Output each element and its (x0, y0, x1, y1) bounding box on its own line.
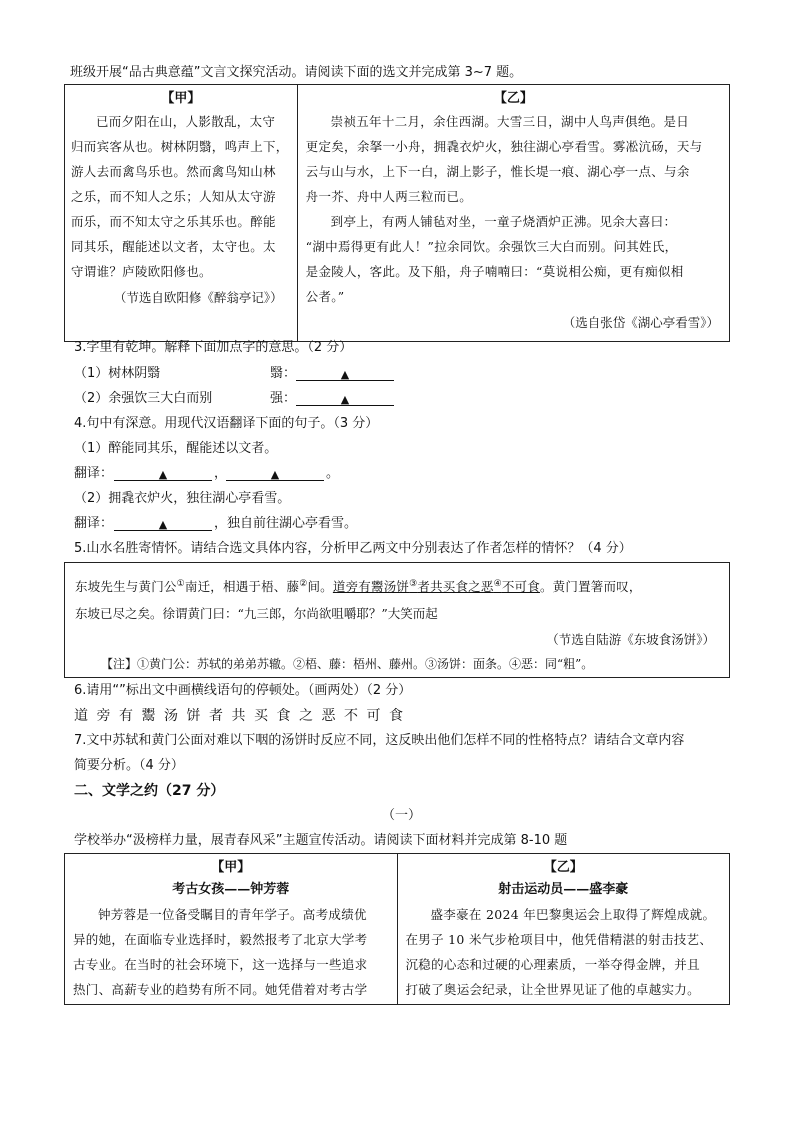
q3-item-1-char: 翳： (270, 366, 297, 381)
q6-char[interactable]: 不 (344, 708, 358, 724)
q6-char[interactable]: 有 (119, 708, 133, 724)
passage-yi-line: 更定矣，余拏一小舟，拥毳衣炉火，独往湖心亭看雪。雾凇沆砀，天与 (305, 139, 703, 154)
q4-answer-blank-1b[interactable] (226, 466, 324, 481)
q6-char[interactable]: 食 (276, 708, 291, 724)
passage-yi-line: 云与山与水，上下一白，湖上影子，惟长堤一痕、湖心亭一点、与余 (305, 164, 690, 179)
material-table (64, 853, 730, 1005)
q6-char[interactable]: 买 (254, 708, 268, 724)
q6-char[interactable]: 恶 (321, 708, 336, 724)
material-yi-title: 射击运动员——盛李豪 (498, 882, 629, 897)
passage-jia-line: 而乐，而不知太守之乐其乐也。醉能 (71, 214, 276, 229)
passage-yi-line: “湖中焉得更有此人！”拉余同饮。余强饮三大白而别。问其姓氏， (305, 239, 678, 254)
passage-jia-line: 同其乐，醒能述以文者，太守也。太 (71, 239, 276, 254)
passage-yi-line: 崇祯五年十二月，余住西湖。大雪三日，湖中人鸟声俱绝。是日 (330, 114, 690, 129)
footnote-mark: ① (176, 579, 185, 589)
passage-jia-line: 归而宾客从也。树林阴翳，鸣声上下， (71, 139, 289, 154)
passage-yi (297, 85, 729, 342)
q4-translate-label-2: 翻译： (74, 516, 114, 531)
material-yi-line: 盛李豪在 2024 年巴黎奥运会上取得了辉煌成就。 (430, 907, 716, 922)
q3-stem: 3.字里有乾坤。解释下面加点字的意思。（2 分） (74, 340, 353, 355)
q7-stem-line-2: 简要分析。（4 分） (74, 758, 184, 773)
passage-jia-line: 已而夕阳在山，人影散乱，太守 (96, 114, 276, 129)
q6-char[interactable]: 饼 (186, 708, 201, 724)
q3-answer-blank-2[interactable] (296, 391, 394, 406)
passage-yi-source: （选自张岱《湖心亭看雪》） (562, 315, 719, 330)
q6-char[interactable]: 旁 (96, 708, 111, 724)
bing-text: 间。 (307, 579, 333, 595)
passage-jia-head: 【甲】 (161, 91, 201, 106)
passage-yi-head: 【乙】 (493, 91, 533, 106)
q4-translate-label-1: 翻译： (74, 466, 114, 481)
footnote-mark: ③ (409, 579, 418, 589)
q7-stem-line-1: 7.文中苏轼和黄门公面对难以下咽的汤饼时反应不同，这反映出他们怎样不同的性格特点？请结合文章内容 (74, 733, 685, 748)
passage-bing-line-2: 东坡已尽之矣。徐谓黄门曰：“九三郎，尔尚欲咀嚼耶？”大笑而起 (75, 606, 438, 621)
material-jia-head: 【甲】 (211, 860, 251, 875)
material-yi-line: 打破了奥运会纪录，让全世界见证了他的卓越实力。 (405, 982, 700, 997)
material-yi-line: 在男子 10 米气步枪项目中，他凭借精湛的射击技艺、 (405, 932, 713, 947)
section-title: 二、文学之约（27 分） (74, 783, 225, 799)
passage-table (64, 84, 730, 342)
material-jia-line: 热门、高薪专业的趋势有所不同。她凭借着对考古学 (73, 982, 368, 997)
passage-jia-line: 之乐，而不知人之乐；人知从太守游 (71, 189, 276, 204)
q6-char[interactable]: 汤 (164, 708, 178, 724)
passage-yi-line: 是金陵人，客此。及下船，舟子喃喃曰：“莫说相公痴，更有痴似相 (305, 264, 684, 279)
q6-char[interactable]: 之 (299, 708, 313, 724)
footnote-mark: ② (299, 579, 308, 589)
passage-jia-line: 守谓谁？庐陵欧阳修也。 (71, 264, 212, 279)
material-jia-line: 古专业。在当时的社会环境下，这一选择与一些追求 (73, 957, 368, 972)
blank-triangle-icon: ▲ (340, 393, 350, 406)
passage-bing-line-1 (75, 573, 642, 598)
underlined-sentence (333, 579, 540, 594)
passage-yi-line: 公者。” (305, 289, 345, 304)
blank-triangle-icon: ▲ (340, 368, 350, 381)
bing-text: 者共买食之恶 (417, 579, 494, 595)
material-jia-line: 钟芳蓉是一位备受瞩目的青年学子。高考成绩优 (98, 907, 367, 922)
section-intro: 学校举办“汲榜样力量，展青春风采”主题宣传活动。请阅读下面材料并完成第 8-10 题 (74, 833, 568, 848)
bing-text: 不可食 (501, 579, 540, 595)
passage-bing-box (64, 562, 730, 678)
q6-char[interactable]: 鬻 (141, 708, 156, 724)
material-yi-head: 【乙】 (543, 860, 583, 875)
passage-bing-source: （节选自陆游《东坡食汤饼》） (546, 632, 715, 647)
passage-jia (65, 85, 298, 342)
material-yi-line: 沉稳的心态和过硬的心理素质，一举夺得金牌，并且 (405, 957, 700, 972)
material-jia (65, 854, 398, 1005)
passage-yi-line: 舟一芥、舟中人两三粒而已。 (305, 189, 473, 204)
intro-text: 班级开展“品古典意蕴”文言文探究活动。请阅读下面的选文并完成第 3~7 题。 (70, 65, 523, 80)
q6-char[interactable]: 共 (231, 708, 246, 724)
passage-jia-line: 游人去而禽鸟乐也。然而禽鸟知山林 (71, 164, 276, 179)
q6-char[interactable]: 道 (74, 708, 88, 724)
passage-yi-line: 到亭上，有两人铺毡对坐，一童子烧酒炉正沸。见余大喜曰： (330, 214, 677, 229)
q5-stem: 5.山水名胜寄情怀。请结合选文具体内容，分析甲乙两文中分别表达了作者怎样的情怀？（4 分） (74, 541, 632, 556)
footnote-mark: ④ (493, 579, 502, 589)
q6-char[interactable]: 食 (389, 708, 403, 724)
q6-char[interactable]: 者 (209, 708, 223, 724)
q3-item-1: （1）树林阴翳 (74, 366, 161, 381)
q4-sentence-1: （1）醉能同其乐，醒能述以文者。 (74, 441, 278, 456)
q3-item-2: （2）余强饮三大白而别 (74, 391, 213, 406)
material-yi (397, 854, 730, 1005)
blank-triangle-icon: ▲ (270, 468, 280, 481)
passage-bing-note: 【注】①黄门公：苏轼的弟弟苏辙。②梧、藤：梧州、藤州。③汤饼：面条。④恶：同“粗”。 (101, 657, 594, 671)
section-subtitle: （一） (382, 808, 422, 823)
blank-triangle-icon: ▲ (158, 518, 168, 531)
blank-triangle-icon: ▲ (158, 468, 168, 481)
material-jia-line: 异的她，在面临专业选择时，毅然报考了北京大学考 (73, 932, 368, 947)
q4-period: 。 (326, 466, 340, 481)
q3-answer-blank-1[interactable] (296, 366, 394, 381)
q4-stem: 4.句中有深意。用现代汉语翻译下面的句子。（3 分） (74, 416, 379, 431)
bing-text: 东坡先生与黄门公 (75, 579, 177, 595)
q4-sentence-2: （2）拥毳衣炉火，独往湖心亭看雪。 (74, 491, 291, 506)
passage-jia-source: （节选自欧阳修《醉翁亭记》） (113, 290, 283, 305)
q4-answer-blank-1a[interactable] (114, 466, 212, 481)
q6-stem: 6.请用“”标出文中画横线语句的停顿处。（画两处）（2 分） (74, 683, 412, 698)
q6-sentence-chars[interactable] (74, 706, 412, 726)
bing-text: 南迁，相遇于梧、藤 (184, 579, 300, 595)
q4-answer-blank-2[interactable] (114, 516, 212, 531)
q3-item-2-char: 强： (270, 391, 297, 406)
material-jia-title: 考古女孩——钟芳蓉 (172, 882, 290, 897)
bing-text: 道旁有鬻汤饼 (332, 579, 410, 595)
bing-text: 。黄门置箸而叹， (539, 579, 642, 595)
q4-translate-tail: ，独自前往湖心亭看雪。 (214, 516, 358, 531)
q4-comma: ， (214, 466, 228, 481)
q6-char[interactable]: 可 (366, 708, 381, 724)
